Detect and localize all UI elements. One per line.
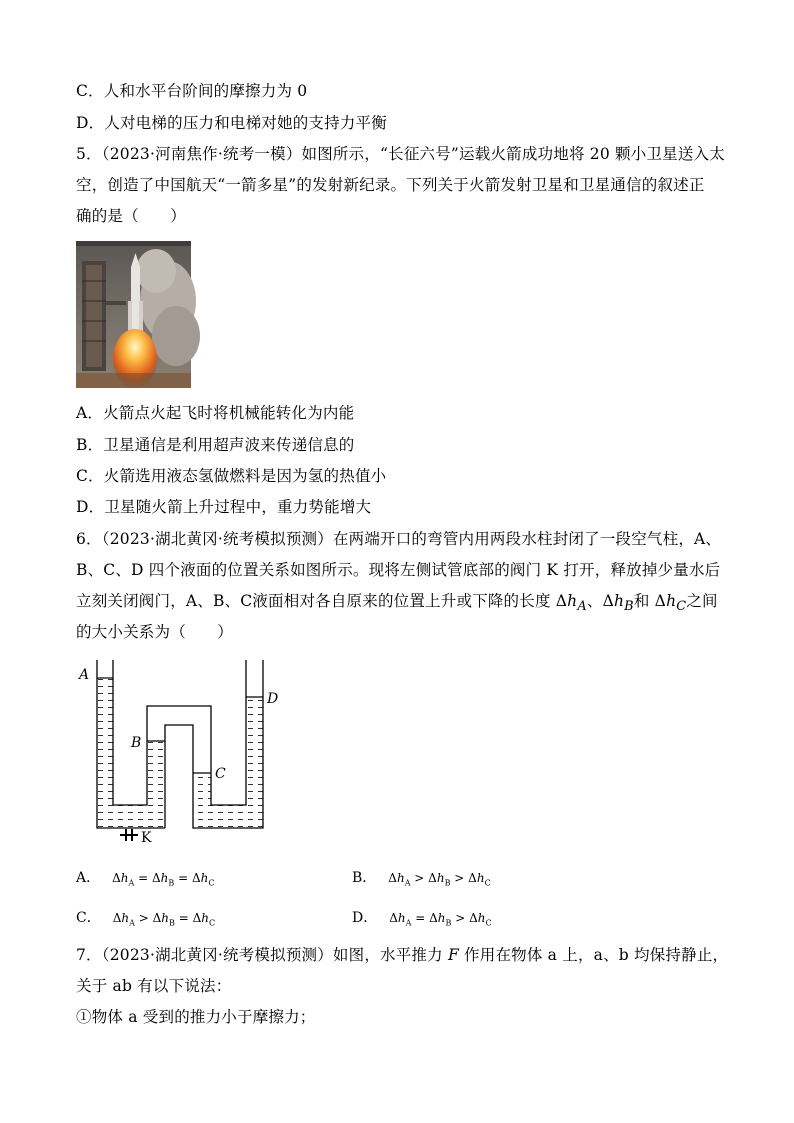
- label-d: D: [267, 691, 279, 707]
- q6-option-d: D． $\Delta h_A = \Delta h_B > \Delta h_C$: [352, 910, 492, 928]
- q5-option-c: C．火箭选用液态氢做燃料是因为氢的热值小: [76, 467, 387, 485]
- q6-option-b: B． $\Delta h_A > \Delta h_B > \Delta h_C$: [352, 870, 491, 888]
- q6-option-c: C． $\Delta h_A > \Delta h_B = \Delta h_C$: [76, 910, 216, 928]
- label-k: K: [141, 830, 152, 846]
- q7-stem-line2: 关于 ab 有以下说法：: [76, 977, 232, 995]
- q5-option-a: A．火箭点火起飞时将机械能转化为内能: [76, 404, 355, 422]
- q6-stem-line1: 6．（2023·湖北黄冈·统考模拟预测）在两端开口的弯管内用两段水柱封闭了一段空气柱，A、: [76, 530, 722, 548]
- q5-stem-line2: 空，创造了中国航天“一箭多星”的发射新纪录。下列关于火箭发射卫星和卫星通信的叙述正: [76, 176, 705, 194]
- q6-stem-line2: B、C、D 四个液面的位置关系如图所示。现将左侧试管底部的阀门 K 打开，释放掉少量水后: [76, 561, 721, 579]
- valve-k-icon: [120, 829, 138, 841]
- q6-stem-line3: 立刻关闭阀门，A、B、C液面相对各自原来的位置上升或下降的长度 $\Delta h_A$、$\Delta h_B$和 $\Delta h_C$之间: [76, 592, 718, 615]
- q4-option-c: C．人和水平台阶间的摩擦力为 0: [76, 82, 308, 100]
- rocket-launch-photo: [76, 241, 191, 388]
- q5-option-d: D．卫星随火箭上升过程中，重力势能增大: [76, 498, 372, 516]
- q5-stem-line3: 确的是（ ）: [76, 207, 186, 225]
- u-tube-diagram: [76, 655, 279, 849]
- label-b: B: [131, 735, 142, 751]
- q7-statement-1: ①物体 a 受到的推力小于摩擦力；: [76, 1008, 316, 1026]
- q4-option-d: D．人对电梯的压力和电梯对她的支持力平衡: [76, 114, 387, 132]
- q5-option-b: B．卫星通信是利用超声波来传递信息的: [76, 436, 355, 454]
- q7-stem-line1: 7．（2023·湖北黄冈·统考模拟预测）如图，水平推力 F 作用在物体 a 上，a、b 均保持静止，: [76, 946, 729, 964]
- q6-option-a: A． $\Delta h_A = \Delta h_B = \Delta h_C$: [76, 870, 215, 888]
- label-c: C: [215, 766, 226, 782]
- label-a: A: [79, 667, 90, 683]
- q6-stem-line4: 的大小关系为（ ）: [76, 623, 234, 641]
- q5-stem-line1: 5．（2023·河南焦作·统考一模）如图所示，“长征六号”运载火箭成功地将 20 颗小卫星送入太: [76, 145, 725, 163]
